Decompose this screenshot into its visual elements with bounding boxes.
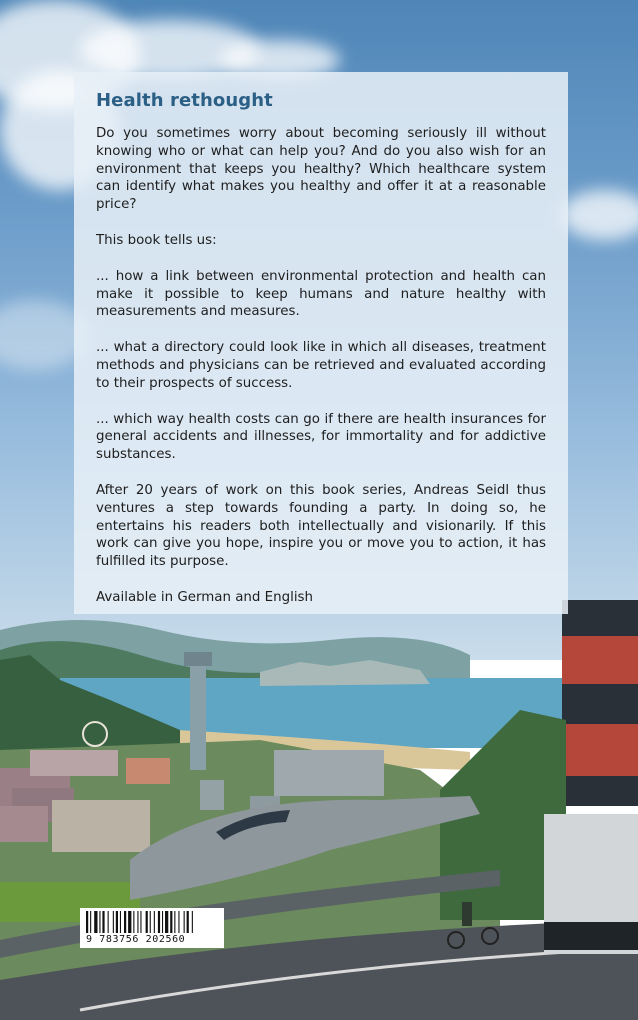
book-title: Health rethought [96,90,273,111]
availability-note: Available in German and English [96,589,314,605]
tower-top [184,652,212,666]
barcode-bar [146,911,148,933]
solar-roof [562,600,638,636]
building [200,780,224,810]
tower [190,660,206,770]
barcode-bar [116,911,118,933]
building [274,750,384,796]
solar-roof [562,776,638,806]
isbn-number: 9 783756 202560 [86,934,186,945]
barcode-bar [99,911,100,933]
barcode-bar [174,911,175,933]
building [0,806,48,842]
barcode-bar [192,911,193,933]
building [126,758,170,784]
building [30,750,118,776]
barcode-bar [113,911,114,933]
text-panel [74,72,568,614]
cyclist [462,902,472,926]
barcode-bar [124,911,126,933]
barcode-bar [170,911,172,933]
barcode-bar [102,911,104,933]
barcode-bars [86,911,218,933]
barcode-bar [178,911,179,933]
barcode-bar [86,911,88,933]
barcode-bar [184,911,185,933]
solar-roof [562,684,638,724]
barcode-bar [120,911,121,933]
barcode-bar [94,911,97,933]
blurb-paragraph: ... how a link between environmental protection and health can make it possible to keep humans and nature healthy with measurements and measures. [96,268,546,320]
barcode-bar [137,911,138,933]
blurb-paragraph: This book tells us: [96,232,217,248]
city-landscape-illustration [0,600,638,1020]
barcode-bar [133,911,134,933]
barcode-bar [162,911,163,933]
barcode-bar [150,911,151,933]
isbn-barcode [80,908,224,948]
barcode-bar [140,911,141,933]
blurb-paragraph: Do you sometimes worry about becoming seriously ill without knowing who or what can help you? And do you also wish for an environment that keeps you healthy? Which healthcare system can identify what makes you healthy and offer it at a reasonable price? [96,126,546,213]
barcode-bar [90,911,91,933]
barcode-bar [128,911,131,933]
blurb-paragraph: ... what a directory could look like in which all diseases, treatment methods and physicians can be retrieved and evaluated according to their prospects of success. [96,340,546,391]
cloud [560,190,638,240]
building [52,800,150,852]
blurb-paragraph: After 20 years of work on this book series, Andreas Seidl thus ventures a step towards founding a party. In doing so, he entertains his readers both intellectually and visionarily. If this work can give you hope, inspire you or move you to action, it has fulfilled its purpose. [96,482,546,570]
barcode-bar [187,911,189,933]
barcode-bar [158,911,160,933]
barcode-bar [108,911,109,933]
barcode-bar [154,911,155,933]
truck-base [544,922,638,950]
blurb-paragraph: ... which way health costs can go if there are health insurances for general accidents and illnesses, for immortality and for addictive substances. [96,411,546,463]
barcode-bar [165,911,168,933]
